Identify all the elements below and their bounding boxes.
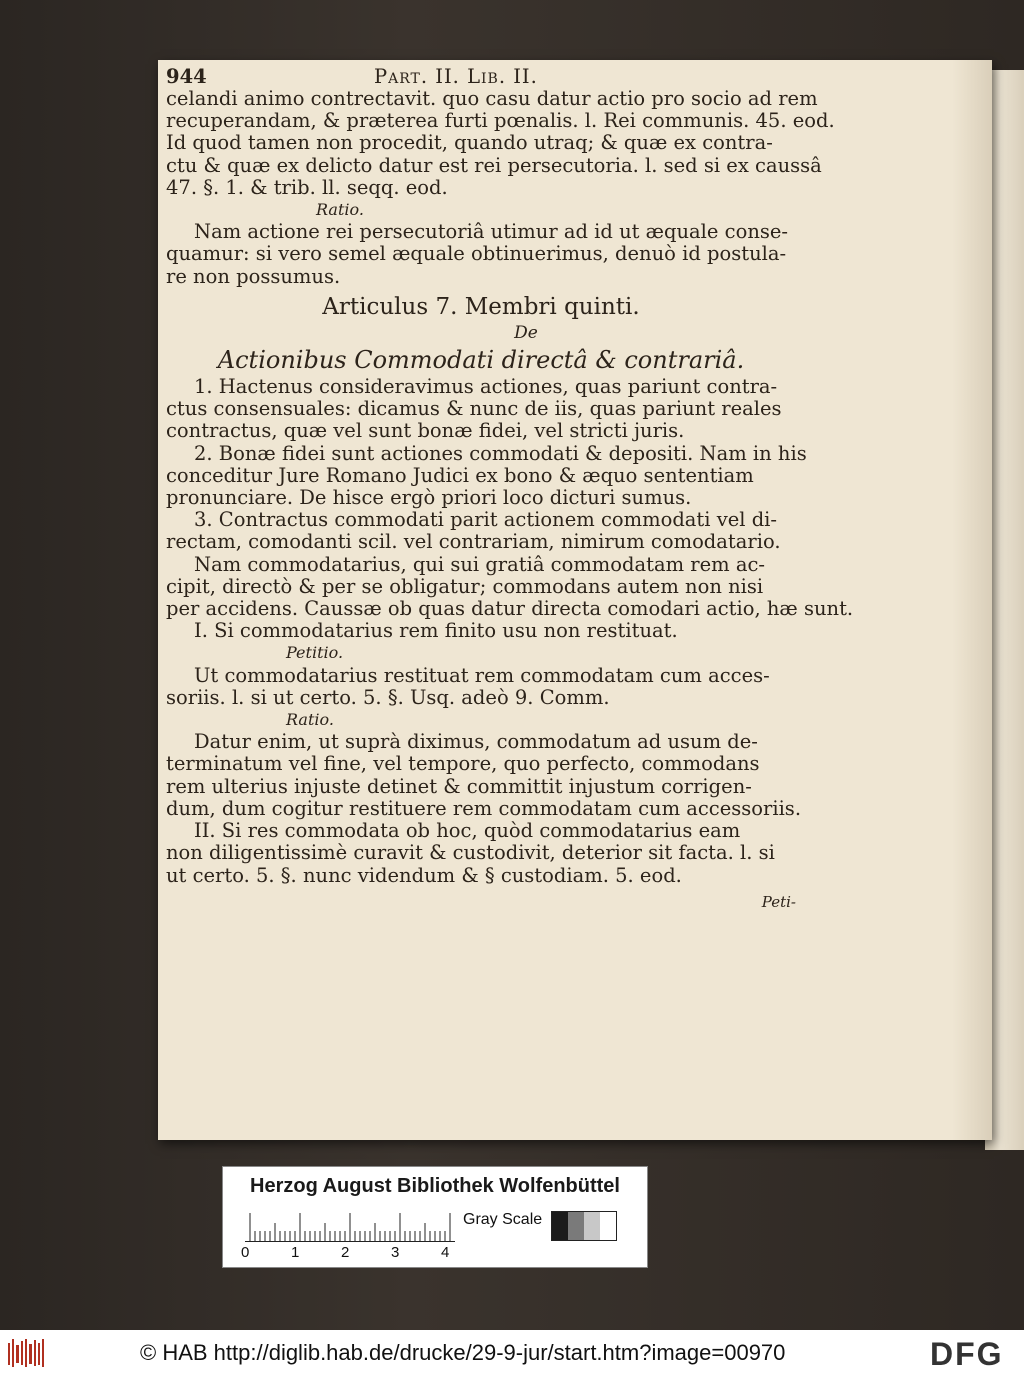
text-line: I. Si commodatarius rem finito usu non restituat. bbox=[194, 619, 678, 643]
text-line: Nam commodatarius, qui sui gratiâ commodatam rem ac- bbox=[194, 552, 765, 576]
ratio-label: Ratio. bbox=[316, 200, 364, 220]
running-head: Part. II. Lib. II. bbox=[374, 65, 538, 88]
ruler-scale bbox=[245, 1211, 455, 1242]
gray-scale-label: Gray Scale bbox=[463, 1211, 543, 1228]
ruler-number: 0 bbox=[241, 1244, 250, 1261]
hab-barcode-logo-icon bbox=[8, 1339, 44, 1367]
petitio-label: Petitio. bbox=[286, 643, 344, 663]
ruler-number: 3 bbox=[391, 1244, 400, 1261]
text-line: 1. Hactenus consideravimus actiones, quas pariunt contra- bbox=[194, 375, 778, 399]
catchword: Peti- bbox=[761, 892, 796, 911]
text-line: pronunciare. De hisce ergò priori loco dicturi sumus. bbox=[166, 486, 692, 510]
gray-scale-swatches bbox=[551, 1211, 617, 1241]
text-line: 2. Bonæ fidei sunt actiones commodati & depositi. Nam in his bbox=[194, 441, 807, 465]
text-line: II. Si res commodata ob hoc, quòd commodatarius eam bbox=[194, 819, 741, 843]
library-scale-card bbox=[222, 1166, 648, 1268]
text-line: contractus, quæ vel sunt bonæ fidei, vel stricti juris. bbox=[166, 419, 685, 443]
text-line: Ut commodatarius restituat rem commodatam cum acces- bbox=[194, 663, 770, 687]
text-line: celandi animo contrectavit. quo casu datur actio pro socio ad rem bbox=[166, 87, 818, 110]
page-header bbox=[166, 66, 796, 88]
text-line: per accidens. Caussæ ob quas datur directa comodari actio, hæ sunt. bbox=[166, 597, 854, 621]
text-line: cipit, directò & per se obligatur; commodans autem non nisi bbox=[166, 574, 764, 598]
page-text bbox=[166, 65, 854, 913]
dfg-logo: DFG bbox=[930, 1336, 1004, 1372]
gray-swatch bbox=[568, 1212, 584, 1240]
text-line: quamur: si vero semel æquale obtinuerimus, denuò id postula- bbox=[166, 242, 787, 266]
text-line: recuperandam, & præterea furti pœnalis. l. Rei communis. 45. eod. bbox=[166, 109, 835, 133]
ruler-number: 2 bbox=[341, 1244, 350, 1261]
page-number: 944 bbox=[166, 65, 207, 88]
text-line: Nam actione rei persecutoriâ utimur ad id ut æquale conse- bbox=[194, 220, 789, 244]
text-line: soriis. l. si ut certo. 5. §. Usq. adeò 9. Comm. bbox=[166, 685, 610, 709]
text-line: 47. §. 1. & trib. ll. seqq. eod. bbox=[166, 175, 448, 199]
gray-swatch bbox=[552, 1212, 568, 1240]
text-line: non diligentissimè curavit & custodivit, deterior sit facta. l. si bbox=[166, 841, 775, 865]
text-line: Id quod tamen non procedit, quando utraq; & quæ ex contra- bbox=[166, 131, 773, 155]
text-line: dum, dum cogitur restituere rem commodatam cum accessoriis. bbox=[166, 796, 802, 820]
footer-copyright-url[interactable]: © HAB http://diglib.hab.de/drucke/29-9-jur/start.htm?image=00970 bbox=[140, 1340, 786, 1365]
library-name: Herzog August Bibliothek Wolfenbüttel bbox=[250, 1175, 620, 1197]
text-line: ut certo. 5. §. nunc videndum & § custodiam. 5. eod. bbox=[166, 863, 682, 887]
text-line: re non possumus. bbox=[166, 264, 341, 288]
text-line: terminatum vel fine, vel tempore, quo perfecto, commodans bbox=[166, 752, 760, 776]
article-title: Articulus 7. Membri quinti. bbox=[322, 293, 640, 320]
ratio-label: Ratio. bbox=[286, 710, 334, 730]
gray-swatch bbox=[600, 1212, 616, 1240]
ruler-number: 4 bbox=[441, 1244, 450, 1261]
text-line: rectam, comodanti scil. vel contrariam, nimirum comodatario. bbox=[166, 530, 781, 554]
article-subtitle: Actionibus Commodati directâ & contrariâ. bbox=[217, 346, 745, 375]
text-line: conceditur Jure Romano Judici ex bono & æquo sententiam bbox=[166, 463, 754, 487]
de-label: De bbox=[514, 322, 538, 343]
text-line: ctus consensuales: dicamus & nunc de iis, quas pariunt reales bbox=[166, 397, 782, 421]
footer-bar bbox=[0, 1330, 1024, 1376]
gray-swatch bbox=[584, 1212, 600, 1240]
text-line: rem ulterius injuste detinet & committit injustum corrigen- bbox=[166, 774, 752, 798]
text-line: ctu & quæ ex delicto datur est rei persecutoria. l. sed si ex caussâ bbox=[166, 153, 822, 177]
ruler-number: 1 bbox=[291, 1244, 300, 1261]
text-line: Datur enim, ut suprà diximus, commodatum ad usum de- bbox=[194, 730, 758, 754]
text-line: 3. Contractus commodati parit actionem commodati vel di- bbox=[194, 508, 778, 532]
